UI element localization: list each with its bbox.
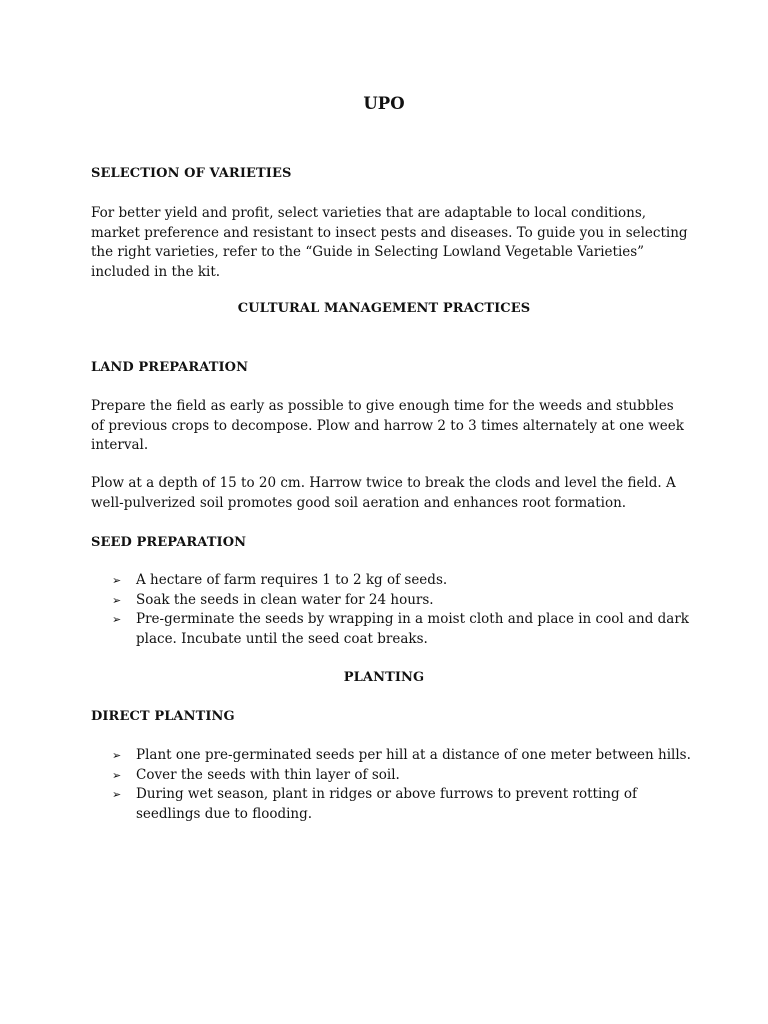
cultural-heading: CULTURAL MANAGEMENT PRACTICES — [237, 301, 531, 316]
list-item-text: Soak the seeds in clean water for 24 hours. — [136, 591, 434, 608]
arrow-bullet-icon: ➢ — [112, 574, 122, 587]
list-item — [91, 610, 691, 649]
selection-paragraph: For better yield and profit, select varieties that are adaptable to local conditions, market preference and resistant to insect pests and diseases. To guide you in selecting the right varieties, refer to the “Guide in Selecting Lowland Vegetable Varieties” included in the kit. — [91, 205, 688, 280]
list-item-text: Plant one pre-germinated seeds per hill at a distance of one meter between hills. — [136, 747, 691, 763]
arrow-bullet-icon: ➢ — [112, 768, 122, 782]
arrow-bullet-icon: ➢ — [112, 788, 122, 801]
list-item — [91, 591, 691, 611]
list-item — [91, 746, 691, 766]
arrow-bullet-icon: ➢ — [112, 593, 122, 607]
list-item-text: Pre-germinate the seeds by wrapping in a moist cloth and place in cool and dark place. Incubate until the seed coat breaks. — [136, 611, 689, 647]
land-preparation-heading: LAND PREPARATION — [91, 360, 249, 375]
list-item — [91, 785, 691, 824]
direct-planting-heading: DIRECT PLANTING — [91, 709, 235, 724]
direct-planting-list — [91, 746, 691, 824]
planting-heading: PLANTING — [343, 670, 425, 685]
list-item — [91, 571, 691, 591]
seed-preparation-heading: SEED PREPARATION — [91, 535, 247, 550]
arrow-bullet-icon: ➢ — [112, 749, 122, 762]
land-paragraph-2: Plow at a depth of 15 to 20 cm. Harrow twice to break the clods and level the field. A well-pulverized soil promotes good soil aeration and enhances root formation. — [91, 475, 676, 511]
selection-heading: SELECTION OF VARIETIES — [91, 166, 292, 181]
list-item-text: During wet season, plant in ridges or above furrows to prevent rotting of seedlings due to flooding. — [136, 786, 638, 822]
list-item-text: Cover the seeds with thin layer of soil. — [136, 766, 400, 783]
page-title: UPO — [363, 94, 405, 113]
arrow-bullet-icon: ➢ — [112, 613, 122, 626]
list-item — [91, 766, 691, 786]
land-paragraph-1: Prepare the field as early as possible to give enough time for the weeds and stubbles of previous crops to decompose. Plow and harrow 2 to 3 times alternately at one week interval. — [91, 398, 684, 453]
seed-list — [91, 571, 691, 649]
list-item-text: A hectare of farm requires 1 to 2 kg of seeds. — [136, 572, 448, 588]
